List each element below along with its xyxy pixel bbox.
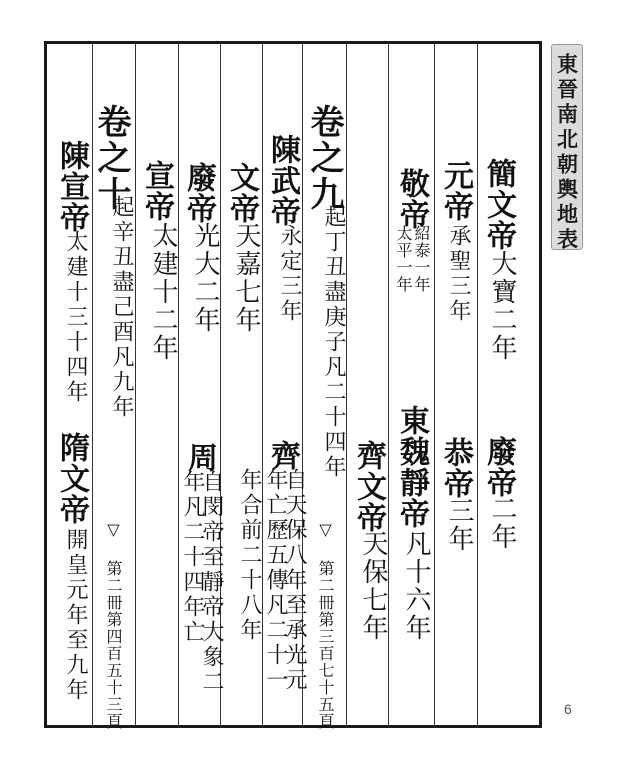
column-divider (178, 44, 179, 725)
era-text: 大寶二年 (487, 250, 517, 362)
page-number: 6 (564, 701, 572, 717)
page-reference: ▽ 第二冊第四百五十三頁 (104, 520, 123, 730)
volume-heading: 卷之九 (304, 104, 344, 212)
column-divider (434, 44, 435, 725)
dynasty-name: 齊 (265, 440, 300, 471)
emperor-name: 文帝 (224, 162, 259, 224)
emperor-name: 陳武帝 (265, 134, 300, 227)
dynasty-note: 自天保八年至承光元 (282, 468, 307, 693)
column-divider (388, 44, 389, 725)
era-text: 三年 (444, 497, 474, 553)
emperor-name: 廢帝 (481, 436, 516, 498)
dynasty-note: 年凡二十四年亡 (180, 470, 205, 645)
emperor-name: 廢帝 (181, 162, 216, 224)
dynasty-note: 年合前二十八年 (237, 468, 262, 643)
era-text: 太建十三十四年 (63, 230, 88, 405)
column-divider (346, 44, 347, 725)
era-text: 光大二年 (190, 222, 220, 334)
volume-heading: 卷之十 (91, 104, 131, 212)
emperor-name: 元帝 (438, 160, 473, 222)
column-divider (477, 44, 478, 725)
emperor-name: 東魏靜帝 (394, 405, 429, 529)
dynasty-note: 年亡歷五傳凡二十一 (263, 468, 288, 693)
era-text: 太建十二年 (148, 222, 178, 362)
era-text: 太平一年 (394, 225, 413, 293)
emperor-name: 簡文帝 (481, 158, 516, 251)
book-title-tab (551, 44, 583, 253)
dynasty-name: 周 (182, 442, 217, 473)
era-text: 天嘉七年 (231, 222, 261, 334)
era-text: 天保七年 (358, 530, 388, 642)
era-text: 開皇元年至九年 (63, 528, 88, 703)
era-text: 承聖三年 (446, 224, 471, 324)
book-title: 東晉南北朝輿地表 (554, 53, 580, 253)
era-text: 二年 (487, 495, 517, 551)
column-divider (135, 44, 136, 725)
era-text: 凡十六年 (401, 530, 431, 642)
page-reference: ▽ 第二冊第三百七十五頁 (316, 520, 335, 730)
volume-range: 起辛丑盡己酉凡九年 (109, 195, 134, 420)
emperor-name: 敬帝 (394, 168, 429, 230)
emperor-name: 陳宣帝 (54, 140, 89, 233)
emperor-name: 隋文帝 (54, 432, 89, 525)
volume-range: 起丁丑盡庚子凡二十四年 (321, 205, 346, 480)
emperor-name: 宣帝 (139, 160, 174, 222)
emperor-name: 齊文帝 (351, 440, 386, 533)
era-text: 紹泰一年 (412, 225, 431, 293)
emperor-name: 恭帝 (438, 437, 473, 499)
era-text: 永定三年 (277, 224, 302, 324)
dynasty-note: 自閔帝至靜帝大象二 (199, 470, 224, 695)
